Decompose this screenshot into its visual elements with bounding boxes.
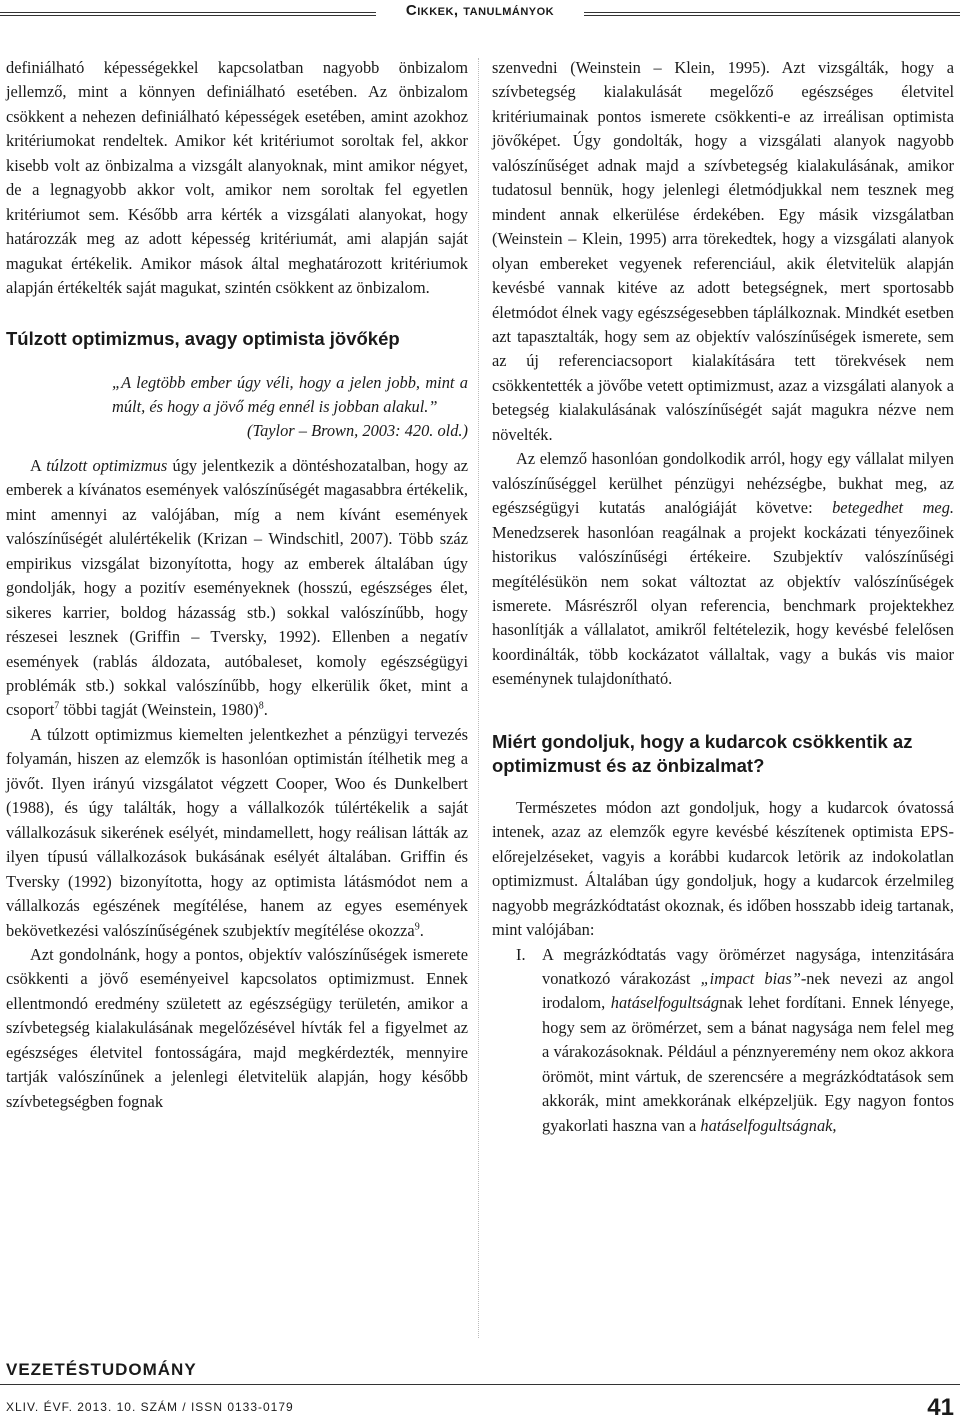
paragraph (6, 454, 468, 723)
header-rule-right (584, 12, 960, 16)
paragraph (6, 723, 468, 943)
list-item (516, 943, 954, 1139)
quote-source: (Taylor – Brown, 2003: 420. old.) (247, 421, 468, 441)
header-rule-left (0, 12, 376, 16)
paragraph: Természetes módon azt gondoljuk, hogy a kudarcok óvatossá intenek, azaz az elemzők egyre kevésbé készítenek optimista EPS-előrejelzéseket, vagyis a korábbi kudarcok letörik az indokolatlan optimizmust. Általában úgy gondoljuk, hogy a kudarcok érzelmileg nagyobb megrázkódtatást okoznak, és időben hosszabb ideig tartanak, mint valójában: (492, 797, 954, 940)
text-run: úgy jelentkezik a döntéshozatalban, hogy az emberek a kívánatos események valószínűségét magasabbra értékelik, mint amennyi az valójában, míg a nem kívánt események valószínűségét alulértékelik (Krizan – Windschitl, 2007). Több száz empirikus vizsgálat bizonyította, hogy az emberek általában úgy gondolják, hogy a pozitív eseményeknek (hosszú, egészséges élet, sikeres karrier, boldog házasság stb.) sokkal valószínűbb, hogy részesei lesznek (Griffin – Tversky, 1992). Ellenben a negatív események (rablás áldozata, autóbaleset, komoly egészségügyi problémák stb.) sokkal valószínűbb, hogy elkerülik őket, mint a csoport (6, 455, 469, 720)
emphasized-term: betegedhet meg. (832, 498, 954, 518)
text-run: A (30, 455, 47, 475)
section-heading: Túlzott optimizmus, avagy optimista jövőkép (6, 327, 400, 349)
emphasized-term: hatáselfogultság (610, 993, 720, 1013)
left-column (6, 56, 468, 1114)
page-number: 41 (927, 1394, 954, 1421)
right-column (492, 56, 954, 1138)
list-text (542, 943, 954, 1139)
emphasized-term: „impact bias” (700, 968, 801, 988)
text-run: . (263, 700, 268, 720)
text-run: . (419, 920, 424, 940)
column-divider (478, 58, 479, 1338)
text-run: -nek nevezi az angol irodalom, (542, 968, 954, 1013)
journal-name: VEZETÉSTUDOMÁNY (6, 1360, 197, 1379)
list-number: I. (516, 944, 526, 964)
text-run: A túlzott optimizmus kiemelten jelentkezhet a pénzügyi tervezés folyamán, hiszen az elemzők is hasonlóan optimistán ítélhetik meg a jövőt. Ilyen irányú vizsgálatot végzett Cooper, Woo és Dunkelbert (1988), és úgy találták, hogy a vállalkozók túlértékelik a saját vállalkozásuk sikerének esélyét, mindamellett, hogy reálisan látták az ilyen típusú vállalkozások bukásának esélyét általában. Griffin és Tversky (1992) bizonyította, hogy az optimista látásmódot nem a vállalkozás egészének megítélése, hanem az egyes események bekövetkezési valószínűségének szubjektív megítélése okozza (6, 724, 468, 940)
issue-info: XLIV. ÉVF. 2013. 10. SZÁM / ISSN 0133-0179 (6, 1400, 294, 1414)
text-run: Az elemző hasonlóan gondolkodik arról, hogy egy vállalat milyen valószínűséggel kerülhet pénzügyi nehézségbe, bukhat meg, az egészségügyi kutatás analógiáját követve: (492, 449, 954, 518)
text-run: nak lehet fordítani. Ennek lényege, hogy sem az örömérzet, sem a bánat nagysága nem felel meg a várakozásoknak. Például a pénznyeremény nem okoz akkora örömöt, mint vártuk, de szerencsére a megrázkódtatások sem akkorák, mint amekkorának elképzeljük. Egy nagyon fontos gyakorlati haszna van a (542, 993, 954, 1135)
section-heading: Miért gondoljuk, hogy a kudarcok csökkentik az optimizmust és az önbizalmat? (492, 730, 913, 776)
emphasized-term: túlzott optimizmus (46, 455, 168, 475)
emphasized-term: hatáselfogultságnak, (700, 1115, 837, 1135)
footer-rule (0, 1384, 960, 1385)
footnote-ref: 8 (258, 700, 264, 712)
epigraph-quote (112, 371, 468, 444)
paragraph (492, 447, 954, 692)
section-title: Cikkek, tanulmányok (405, 2, 555, 19)
paragraph: Azt gondolnánk, hogy a pontos, objektív valószínűségek ismerete csökkenti a jövő eseményeivel kapcsolatos optimizmust. Ennek ellentmondó eredmény született az egészségügy területén, amikor a szívbetegség kialakulásának megelőzésével hívták fel a figyelmet az egészséges életvitel fontosságára, majd megkérdezték, mennyire tartják valószínűnek a jelenlegi életvitelük alapján, hogy később szívbetegségben fognak (6, 944, 468, 1111)
running-header (0, 0, 960, 28)
footnote-ref: 7 (54, 700, 60, 712)
paragraph: szenvedni (Weinstein – Klein, 1995). Azt vizsgálták, hogy a szívbetegség kialakulását megelőző egészséges életvitel kritériumainak pontos ismerete csökkenti-e az irreálisan optimista jövőképet. Úgy gondolták, hogy a vizsgálati alanyok nagyobb valószínűséget adnak majd a szívbetegség kialakulásának, amikor tudatosul bennük, hogy jelenlegi életmódjukkal nem tesznek meg mindent annak elkerülése érdekében. Egy másik vizsgálatban (Weinstein – Klein, 1995) arra törekedtek, hogy a vizsgálati alanyok olyan embereket vegyenek referenciául, akik életvitelük alapján kevésbé vannak kitéve az adott betegségnek, mert sportosabb életmódot élnek vagy egészségesebben táplálkoznak. Mindkét esetben azt tapasztalták, hogy sem az objektív valószínűségek ismerete, sem az új referenciacsoport kialakítására tett törekvések nem csökkentették a jövőbe vetett optimizmust, azaz a vizsgálati alanyok a betegség kialakulásának valószínűségét saját magukra nézve nem növelték. (492, 58, 954, 444)
text-run: többi tagját (Weinstein, 1980) (59, 700, 259, 720)
text-run: Menedzserek hasonlóan reagálnak a projekt kockázati tényezőinek historikus valószínűségi értékeire. Szubjektív valószínűségi megítélésükön nem sokat változtat az objektív valószínűségek ismerete. Másrészről olyan referencia, benchmark projektekhez hasonlítják a vállalatot, amikről feltételezik, hogy kevésbé felelősen koordinálták, több kockázatot vállaltak, vagy a bukás vis maior eseménynek tulajdonítható. (492, 522, 954, 689)
footnote-ref: 9 (414, 921, 420, 933)
text-run: A megrázkódtatás vagy örömérzet nagysága, intenzitására vonatkozó várakozást (542, 944, 954, 988)
quote-text: „A legtöbb ember úgy véli, hogy a jelen jobb, mint a múlt, és hogy a jövő még ennél is jobban alakul.” (112, 372, 468, 416)
paragraph: definiálható képességekkel kapcsolatban nagyobb önbizalom jellemző, mint a könnyen definiálható esetében. Az önbizalom csökkent a nehezen definiálható képességek esetében, amint azokhoz kritériumokat rendeltek. Amikor két kritériumot soroltak fel, akkor kisebb volt az önbizalma a vizsgált alanyoknak, mint amikor négyet, de a legnagyobb akkor volt, amikor nem soroltak fel egyetlen kritériumot sem. Később arra kérték a vizsgálati alanyokat, hogy határozzák meg az adott képesség kritériumát, ami alapján saját magukat értékelik. Amikor mások által meghatározott kritériumok alapján értékelték saját magukat, szintén csökkent az önbizalom. (6, 58, 468, 298)
